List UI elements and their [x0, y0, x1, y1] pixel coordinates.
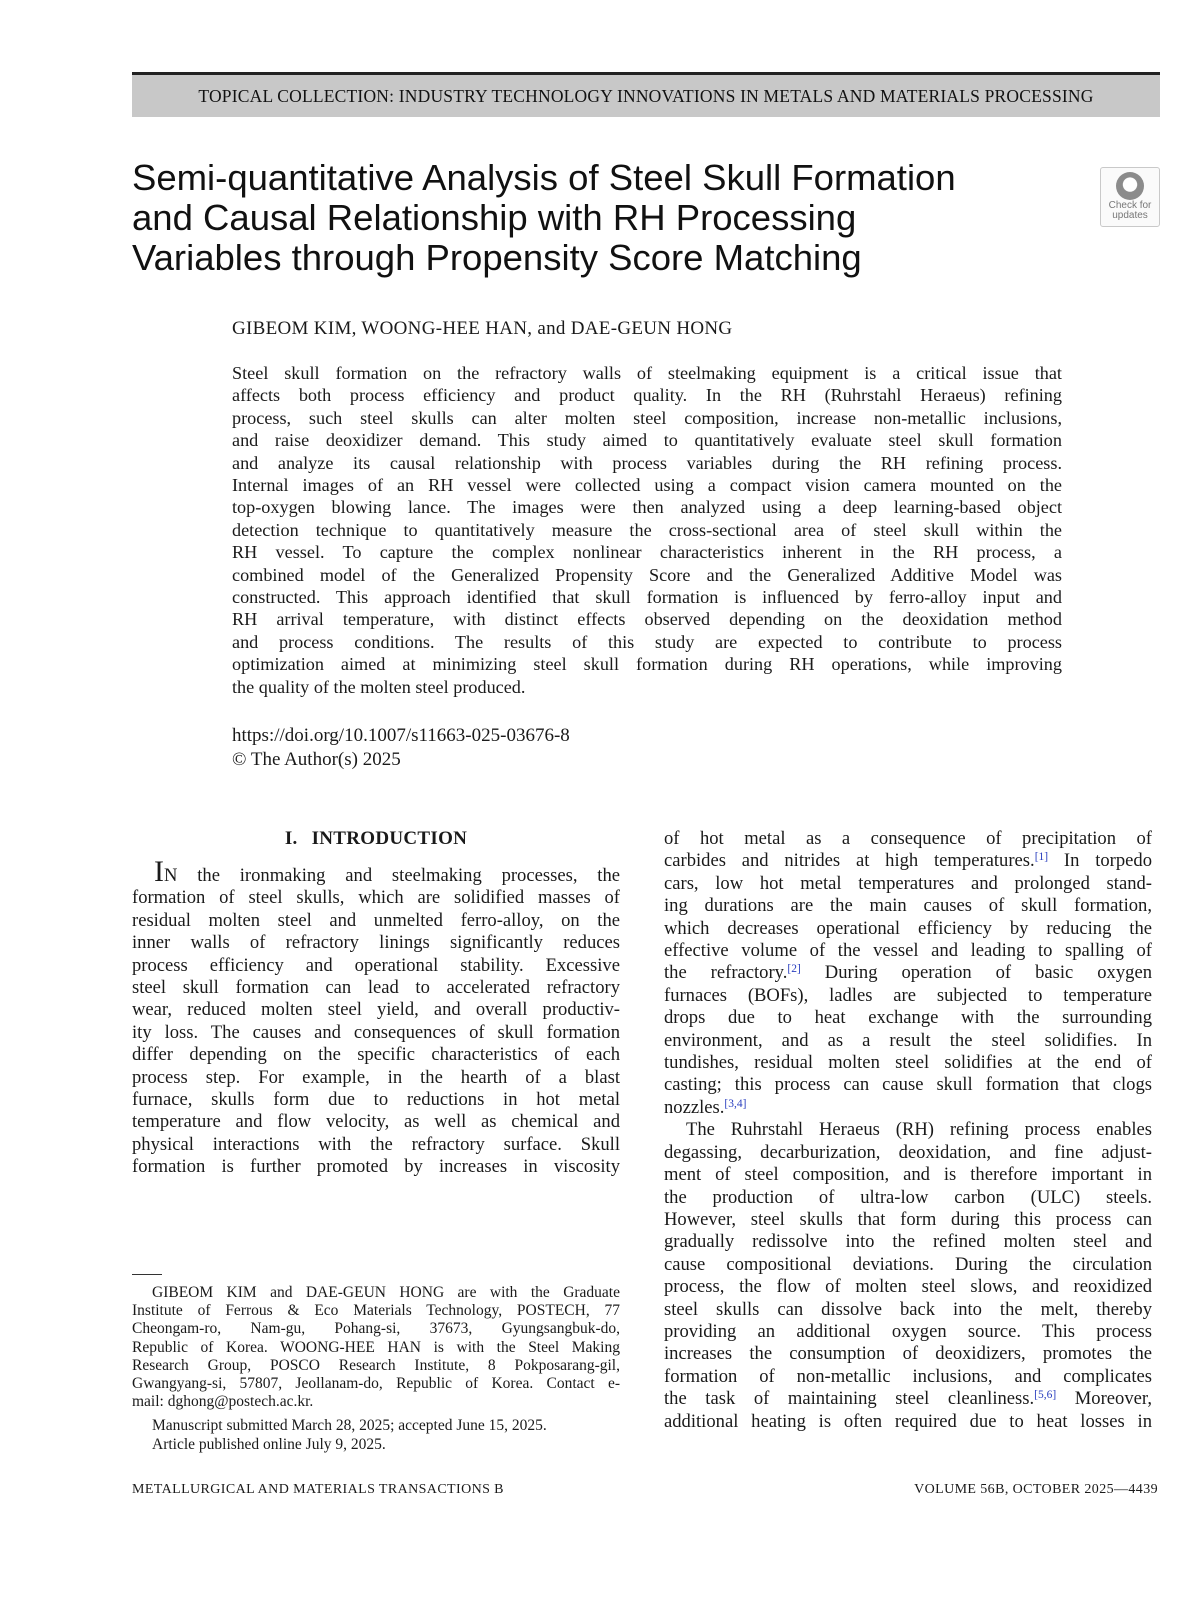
body-line: steel skulls can dissolve back into the melt, thereby [664, 1298, 1152, 1320]
body-line: casting; this process can cause skull formation that clogs [664, 1074, 1152, 1096]
check-for-updates-icon [1116, 172, 1144, 200]
publication-date: Article published online July 9, 2025. [152, 1435, 386, 1453]
footnote-line: Republic of Korea. WOONG-HEE HAN is with the Steel Making [132, 1338, 620, 1356]
journal-name-footer: METALLURGICAL AND MATERIALS TRANSACTIONS B [132, 1482, 504, 1497]
body-line: ing durations are the main causes of skull formation, [664, 895, 1152, 917]
abstract-line: top-oxygen blowing lance. The images were then analyzed using a deep learning-based object [232, 497, 1062, 518]
body-line: environment, and as a result the steel solidifies. In [664, 1029, 1152, 1051]
body-line: ment of steel composition, and is therefore important in [664, 1164, 1152, 1186]
abstract-line: optimization aimed at minimizing steel skull formation during RH operations, while improving [232, 654, 1062, 675]
title-line: Variables through Propensity Score Matching [132, 237, 862, 278]
section-number: I. [284, 828, 298, 849]
abstract-line: and raise deoxidizer demand. This study aimed to quantitatively evaluate steel skull formation [232, 430, 1062, 451]
footnote-line: Cheongam-ro, Nam-gu, Pohang-si, 37673, Gyungsangbuk-do, [132, 1320, 620, 1338]
abstract-line: Internal images of an RH vessel were collected using a compact vision camera mounted on the [232, 475, 1062, 496]
body-line: process efficiency and operational stability. Excessive [132, 954, 620, 976]
body-line: process, the flow of molten steel slows, and reoxidized [664, 1276, 1152, 1298]
abstract-line: combined model of the Generalized Propensity Score and the Generalized Additive Model was [232, 564, 1062, 585]
body-line: formation is further promoted by increases in viscosity [132, 1156, 620, 1178]
author-affiliation-footnote [132, 1284, 620, 1454]
volume-page-footer: VOLUME 56B, OCTOBER 2025—4439 [914, 1482, 1158, 1497]
body-line: drops due to heat exchange with the surrounding [664, 1007, 1152, 1029]
copyright-notice: © The Author(s) 2025 [232, 749, 401, 770]
body-line: degassing, decarburization, deoxidation, and fine adjust- [664, 1141, 1152, 1163]
title-line: and Causal Relationship with RH Processing [132, 197, 857, 238]
body-line: cars, low hot metal temperatures and prolonged stand- [664, 872, 1152, 894]
body-line: furnaces (BOFs), ladles are subjected to temperature [664, 984, 1152, 1006]
article-title [132, 158, 1012, 278]
banner-text: TOPICAL COLLECTION: INDUSTRY TECHNOLOGY INNOVATIONS IN METALS AND MATERIALS PROCESSING [198, 85, 1094, 106]
abstract-line: RH vessel. To capture the complex nonlinear characteristics inherent in the RH process, a [232, 542, 1062, 563]
abstract-line: the quality of the molten steel produced. [232, 676, 526, 697]
body-line: wear, reduced molten steel yield, and overall productiv- [132, 999, 620, 1021]
body-line: nozzles.[3,4] [664, 1096, 747, 1118]
body-line: the production of ultra-low carbon (ULC) steels. [664, 1186, 1152, 1208]
body-line: formation of steel skulls, which are solidified masses of [132, 887, 620, 909]
submission-dates: Manuscript submitted March 28, 2025; accepted June 15, 2025. [152, 1417, 547, 1435]
footnote-line: GIBEOM KIM and DAE-GEUN HONG are with the Graduate [152, 1284, 620, 1301]
author-list: GIBEOM KIM, WOONG-HEE HAN, and DAE-GEUN HONG [232, 318, 733, 339]
body-line: cause compositional deviations. During the circulation [664, 1253, 1152, 1275]
abstract-line: affects both process efficiency and product quality. In the RH (Ruhrstahl Heraeus) refining [232, 385, 1062, 406]
title-line: Semi-quantitative Analysis of Steel Skull Formation [132, 157, 956, 198]
drop-cap: I [154, 855, 164, 888]
check-for-updates-badge[interactable] [1100, 167, 1160, 227]
body-line: carbides and nitrides at high temperatures.[1] In torpedo [664, 850, 1152, 872]
abstract-line: Steel skull formation on the refractory walls of steelmaking equipment is a critical issue that [232, 363, 1062, 383]
badge-label-line1: Check for [1108, 200, 1152, 211]
footnote-line: Institute of Ferrous & Eco Materials Technology, POSTECH, 77 [132, 1302, 620, 1320]
badge-label-line2: updates [1112, 210, 1148, 221]
left-column-body [132, 855, 620, 1179]
body-line: IN the ironmaking and steelmaking processes, the [154, 855, 620, 888]
footnote-rule [132, 1274, 162, 1275]
citation-link[interactable]: [2] [787, 963, 801, 976]
abstract-line: RH arrival temperature, with distinct effects observed depending on the deoxidation method [232, 609, 1062, 630]
abstract [232, 362, 1062, 698]
section-heading [132, 828, 620, 850]
body-line: increases the consumption of deoxidizers, promotes the [664, 1343, 1152, 1365]
citation-link[interactable]: [3,4] [724, 1097, 747, 1110]
body-line: effective volume of the vessel and leading to spalling of [664, 940, 1152, 962]
abstract-line: detection technique to quantitatively measure the cross-sectional area of steel skull within the [232, 519, 1062, 540]
body-line: formation of non-metallic inclusions, and complicates [664, 1365, 1152, 1387]
body-line: temperature and flow velocity, as well as chemical and [132, 1111, 620, 1133]
body-line: tundishes, residual molten steel solidifies at the end of [664, 1052, 1152, 1074]
body-line: process step. For example, in the hearth of a blast [132, 1066, 620, 1088]
body-line: However, steel skulls that form during this process can [664, 1208, 1152, 1230]
body-line: ity loss. The causes and consequences of skull formation [132, 1021, 620, 1043]
doi-link[interactable]: https://doi.org/10.1007/s11663-025-03676-8 [232, 725, 570, 746]
body-line: physical interactions with the refractory surface. Skull [132, 1133, 620, 1155]
citation-link[interactable]: [5,6] [1034, 1389, 1057, 1402]
abstract-line: process, such steel skulls can alter molten steel composition, increase non-metallic inclusions, [232, 407, 1062, 428]
body-line: The Ruhrstahl Heraeus (RH) refining process enables [686, 1119, 1152, 1141]
body-line: differ depending on the specific characteristics of each [132, 1044, 620, 1066]
abstract-line: constructed. This approach identified that skull formation is influenced by ferro-alloy input and [232, 587, 1062, 608]
body-line: the refractory.[2] During operation of basic oxygen [664, 962, 1152, 984]
citation-link[interactable]: [1] [1034, 851, 1049, 864]
abstract-line: and process conditions. The results of this study are expected to contribute to process [232, 631, 1062, 652]
body-line: providing an additional oxygen source. This process [664, 1320, 1152, 1342]
body-line: the task of maintaining steel cleanliness.[5,6] Moreover, [664, 1388, 1152, 1410]
body-line: additional heating is often required due to heat losses in [664, 1410, 1152, 1432]
body-line: residual molten steel and unmelted ferro-alloy, on the [132, 909, 620, 931]
right-column-body [664, 828, 1152, 1433]
body-line: gradually redissolve into the refined molten steel and [664, 1231, 1152, 1253]
section-title: INTRODUCTION [311, 828, 468, 849]
body-line: furnace, skulls form due to reductions in hot metal [132, 1089, 620, 1111]
topical-collection-banner [132, 75, 1160, 117]
body-line: which decreases operational efficiency by reducing the [664, 917, 1152, 939]
abstract-line: and analyze its causal relationship with process variables during the RH refining process. [232, 452, 1062, 473]
footnote-line: mail: dghong@postech.ac.kr. [132, 1393, 314, 1411]
body-line: inner walls of refractory linings significantly reduces [132, 932, 620, 954]
footnote-line: Research Group, POSCO Research Institute, 8 Pokposarang-gil, [132, 1356, 620, 1374]
body-line: of hot metal as a consequence of precipitation of [664, 828, 1152, 849]
footnote-line: Gwangyang-si, 57807, Jeollanam-do, Republic of Korea. Contact e- [132, 1375, 620, 1393]
body-line: steel skull formation can lead to accelerated refractory [132, 977, 620, 999]
